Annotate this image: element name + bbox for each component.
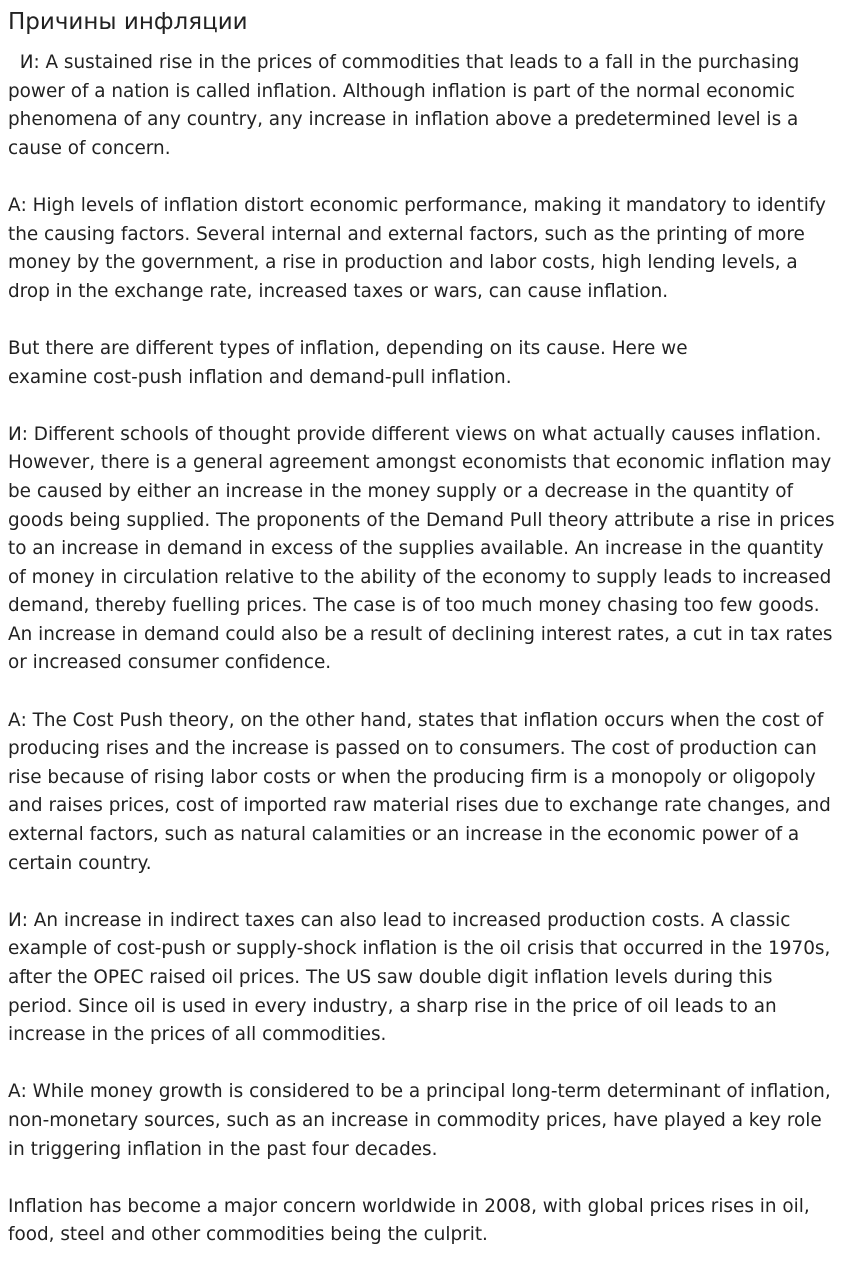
document-body: И: A sustained rise in the prices of commodities that leads to a fall in the purchasing power of a nation is called inflation. Although inflation is part of the normal economic phenomena of any country, any increase in inflation above a predetermined level is a cause of concern. А: High levels of inflation distort economic performance, making it mandatory to identify the causing factors. Several internal and external factors, such as the printing of more money by the government, a rise in production and labor costs, high lending levels, a drop in the exchange rate, increased taxes or wars, can cause inflation. But there are different types of inflation, depending on its cause. Here we examine cost-push inflation and demand-pull inflation. И: Different schools of thought provide different views on what actually causes inflation. However, there is a general agreement amongst economists that economic inflation may be caused by either an increase in the money supply or a decrease in the quantity of goods being supplied. The proponents of the Demand Pull theory attribute a rise in prices to an increase in demand in excess of the supplies available. An increase in the quantity of money in circulation relative to the ability of the economy to supply leads to increased demand, thereby fuelling prices. The case is of too much money chasing too few goods. An increase in demand could also be a result of declining interest rates, a cut in tax rates or increased consumer confidence. А: The Cost Push theory, on the other hand, states that inflation occurs when the cost of producing rises and the increase is passed on to consumers. The cost of production can rise because of rising labor costs or when the producing firm is a monopoly or oligopoly and raises prices, cost of imported raw material rises due to exchange rate changes, and external factors, such as natural calamities or an increase in the economic power of a certain country. И: An increase in indirect taxes can also lead to increased production costs. A classic example of cost-push or supply-shock inflation is the oil crisis that occurred in the 1970s, after the OPEC raised oil prices. The US saw double digit inflation levels during this period. Since oil is used in every industry, a sharp rise in the price of oil leads to an increase in the prices of all commodities. А: While money growth is considered to be a principal long-term determinant of inflation, non-monetary sources, such as an increase in commodity prices, have played a key role in triggering inflation in the past four decades. Inflation has become a major concern worldwide in 2008, with global prices rises in oil, food, steel and other commodities being the culprit. [8,52,835,1246]
page-title: Причины инфляции [8,9,248,35]
